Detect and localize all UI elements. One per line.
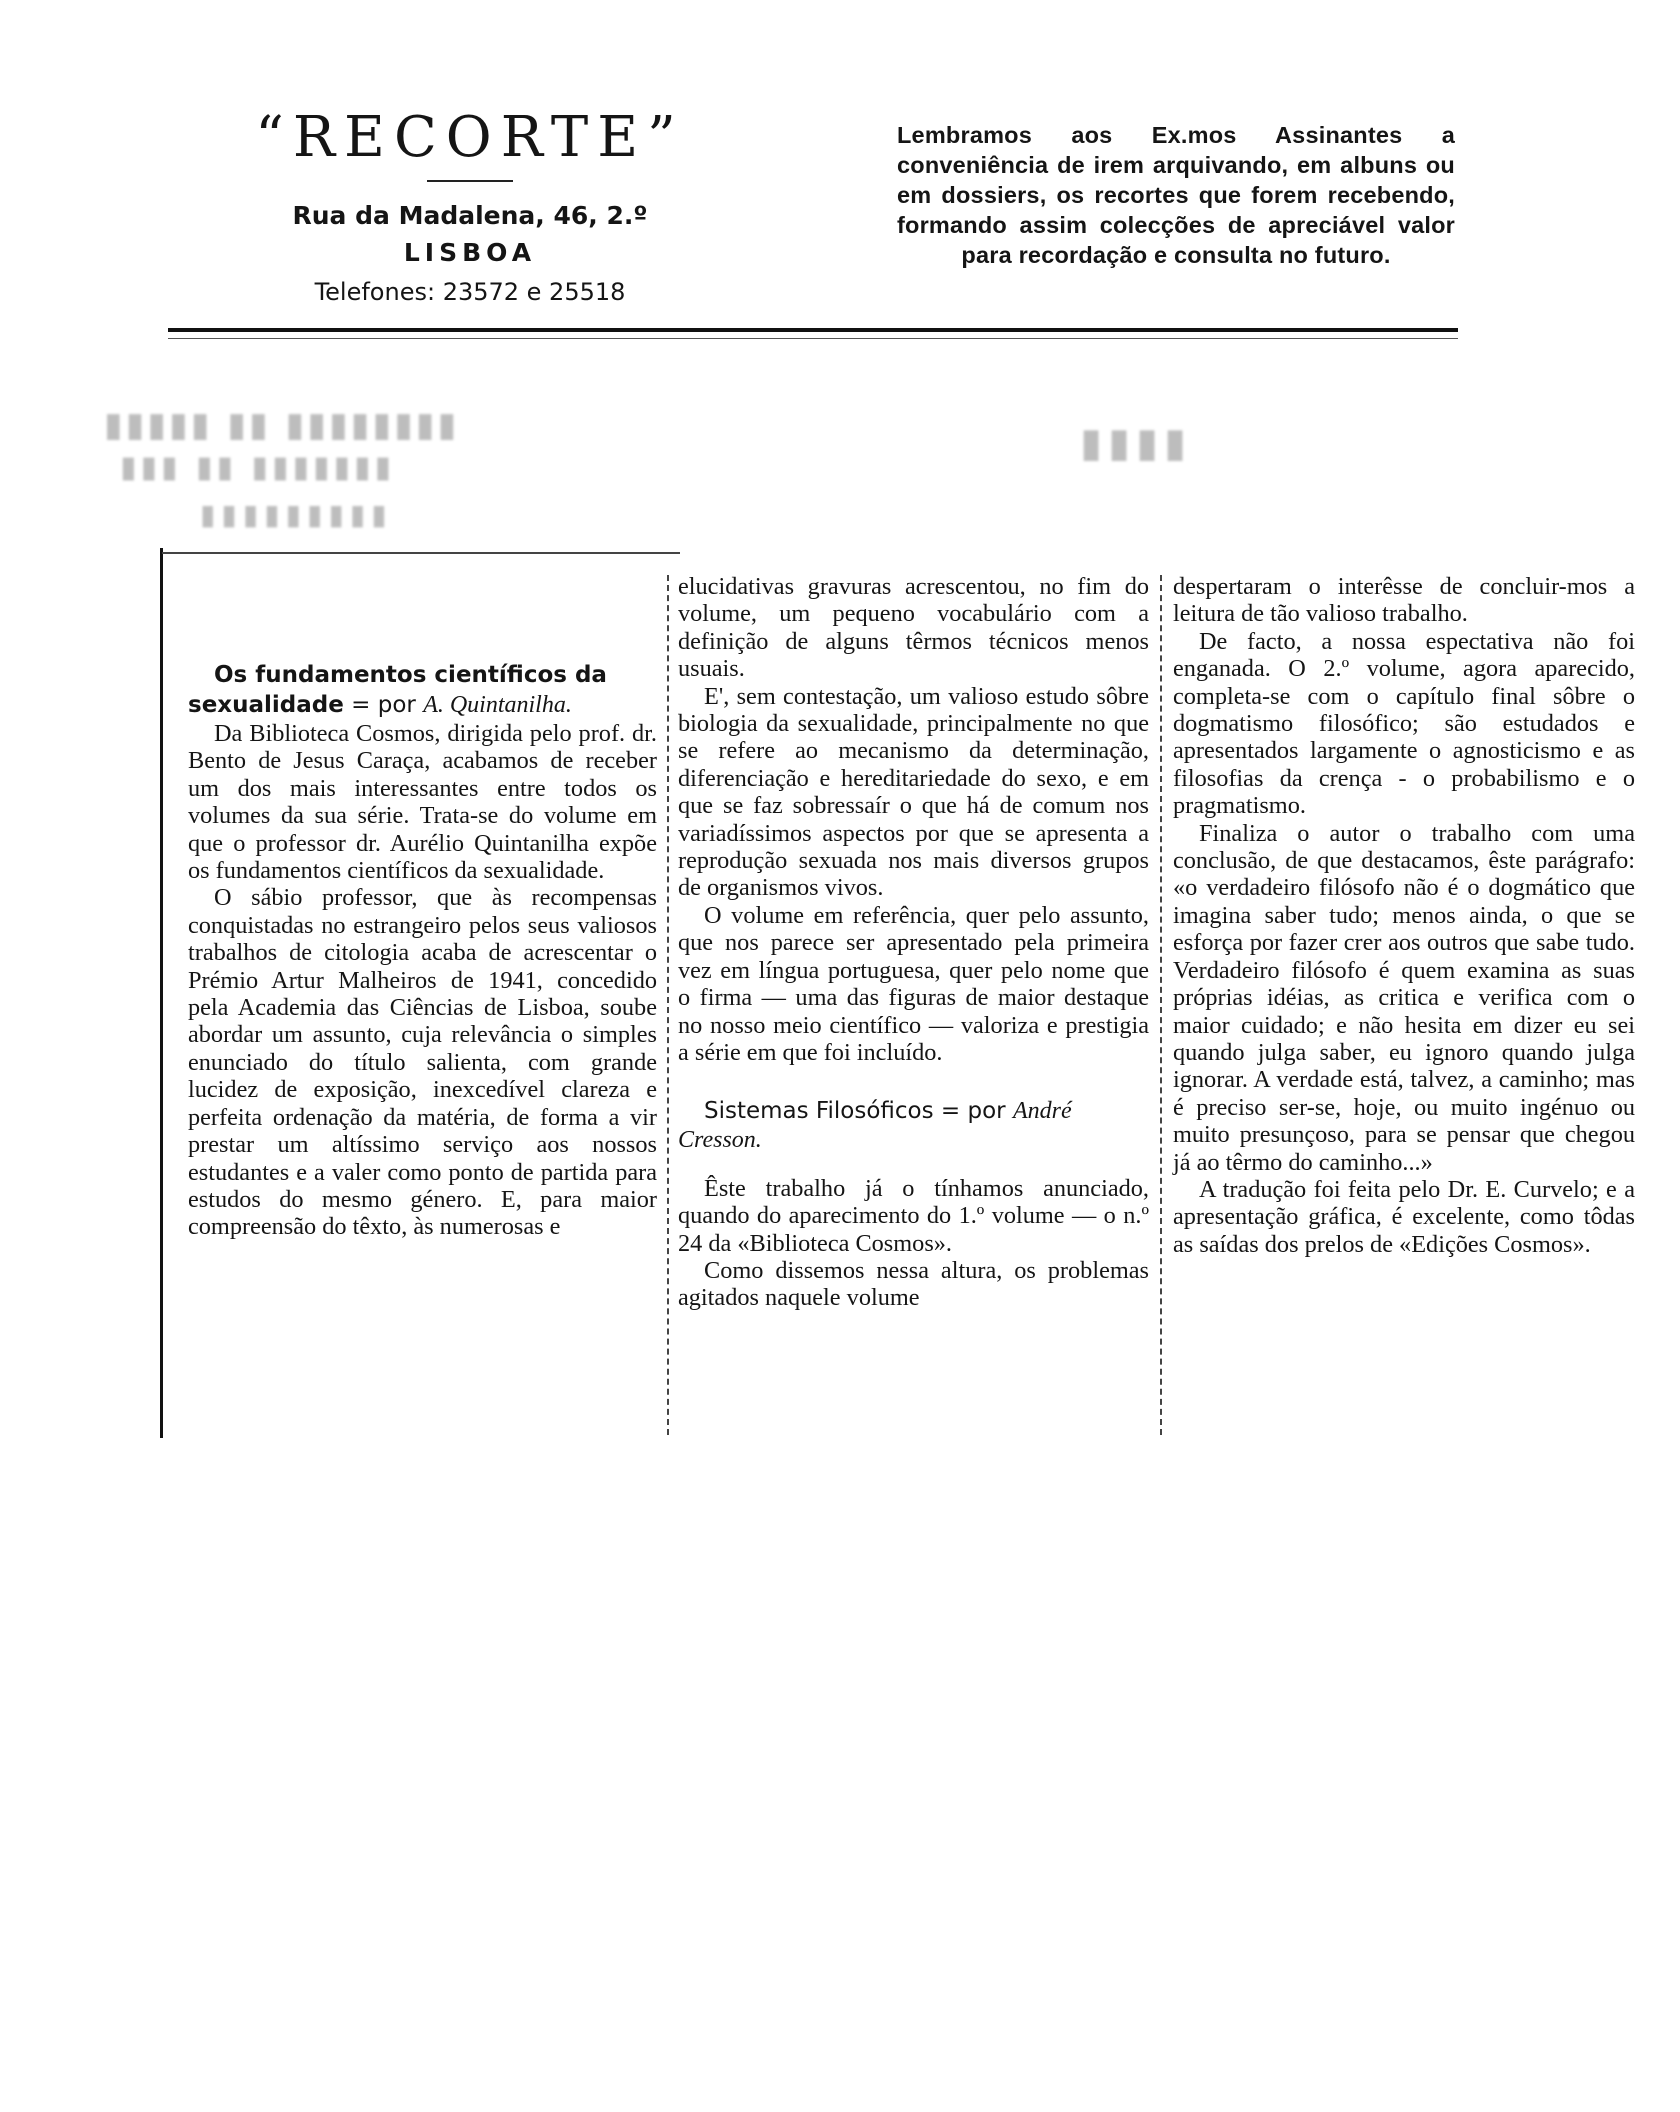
paragraph: despertaram o interêsse de concluir-mos a leitura de tão valioso trabalho. — [1173, 573, 1635, 628]
paragraph: O volume em referência, quer pelo assunto, que nos parece ser apresentado pela primeira vez em língua portuguesa, quer pelo nome que o firma — uma das figuras de maior destaque no nosso meio científico — valoriza e prestigia a série em que foi incluído. — [678, 901, 1149, 1066]
paragraph: O sábio professor, que às recompensas conquistadas no estrangeiro pelos seus valiosos trabalhos de citologia acaba de acrescentar o Prémio Artur Malheiros de 1941, concedido pela Academia das Ciências de Lisboa, soube abordar um assunto, cuja relevância o simples enunciado do título salienta, com grande lucidez de exposição, inexcedível clareza e perfeita ordenação da matéria, de forma a vir prestar um altíssimo serviço aos nossos estudantes e a valer como ponto de partida para estudos do mesmo género. E, para maior compreensão do têxto, às numerosas e — [188, 884, 657, 1241]
section-heading-2 — [678, 1096, 1149, 1154]
masthead — [160, 105, 780, 312]
section-byline-prefix: = por — [343, 692, 424, 718]
clipping-left-edge — [160, 548, 163, 1438]
paragraph: Finaliza o autor o trabalho com uma conclusão, de que destacamos, êste parágrafo: «o verdadeiro filósofo não é o dogmático que imagina saber tudo; menos ainda, o que se esforça por fazer crer aos outros que sabe tudo. Verdadeiro filósofo é quem examina as suas próprias idéias, as critica e verifica com o maior cuidado; e não hesita em dizer eu sei quando julga saber, eu ignoro quando julga ignorar. A verdade está, talvez, a caminho; mas é preciso ser-se, hoje, ou muito ingénuo ou muito presunçoso, para se pensar que chegou já ao têrmo do caminho...» — [1173, 819, 1635, 1176]
section-heading-1 — [188, 660, 657, 720]
paragraph: E', sem contestação, um valioso estudo sôbre biologia da sexualidade, principalmente no que se refere ao mecanismo da determinação, diferenciação e hereditariedade do sexo, e em que se faz sobressaír o que há de comum nos variadíssimos aspectos por que se apresenta a reprodução sexuada nos mais diversos grupos de organismos vivos. — [678, 682, 1149, 902]
paragraph: De facto, a nossa espectativa não foi enganada. O 2.º volume, agora aparecido, completa-se com o capítulo final sôbre o dogmatismo filosófico; são estudados e apresentados largamente o agnosticismo e as filosofias da crença - o probabilismo e o pragmatismo. — [1173, 627, 1635, 820]
column-separator — [1160, 575, 1163, 1435]
article-column-3 — [1173, 573, 1635, 1258]
masthead-divider — [427, 180, 513, 182]
article-column-2 — [678, 573, 1149, 1312]
masthead-city: LISBOA — [403, 238, 537, 267]
paragraph: Como dissemos nessa altura, os problemas agitados naquele volume — [678, 1256, 1149, 1312]
header-rule — [168, 328, 1458, 332]
subscriber-notice: Lembramos aos Ex.mos Assinantes a conveniência de irem arquivando, em albuns ou em dossiers, os recortes que forem recebendo, formando assim colecções de apreciável valor para recordação e consulta no futuro. — [897, 122, 1455, 268]
section-title: Os fundamentos científicos da sexualidade — [188, 662, 607, 718]
paragraph: A tradução foi feita pelo Dr. E. Curvelo; e a apresentação gráfica, é excelente, como tôdas as saídas dos prelos de «Edições Cosmos». — [1173, 1175, 1635, 1258]
section-author: André Cresson. — [678, 1098, 1072, 1154]
section-author: A. Quintanilha. — [423, 692, 572, 718]
faded-stamp-mark: ▮▮▮▮ — [1080, 420, 1193, 466]
faded-stamp-mark: ▮▮▮▮▮ ▮▮ ▮▮▮▮▮▮▮▮ — [104, 405, 460, 445]
paragraph: elucidativas gravuras acrescentou, no fim do volume, um pequeno vocabulário com a definição de alguns têrmos técnicos menos usuais. — [678, 573, 1149, 683]
faded-stamp-mark: ▮▮▮ ▮▮ ▮▮▮▮▮▮▮ — [120, 450, 395, 485]
column-separator — [667, 575, 670, 1435]
paragraph: Da Biblioteca Cosmos, dirigida pelo prof. dr. Bento de Jesus Caraça, acabamos de receber um dos mais interessantes entre todos os volumes da sua série. Trata-se do volume em que o professor dr. Aurélio Quintanilha expõe os fundamentos científicos da sexualidade. — [188, 720, 657, 885]
paragraph: Êste trabalho já o tínhamos anunciado, quando do aparecimento do 1.º volume — o n.º 24 da «Biblioteca Cosmos». — [678, 1174, 1149, 1257]
article-column-1 — [188, 660, 657, 1241]
header-rule-thin — [168, 338, 1458, 339]
clipping-top-rule — [162, 552, 680, 554]
section-byline-prefix: = por — [933, 1098, 1013, 1125]
section-title: Sistemas Filosóficos — [704, 1098, 934, 1125]
masthead-address: Rua da Madalena, 46, 2.º — [292, 201, 648, 230]
faded-stamp-mark: ▮▮▮▮▮▮▮▮▮ — [200, 498, 393, 531]
masthead-title: “RECORTE” — [255, 105, 685, 170]
masthead-phones: Telefones: 23572 e 25518 — [314, 278, 626, 306]
